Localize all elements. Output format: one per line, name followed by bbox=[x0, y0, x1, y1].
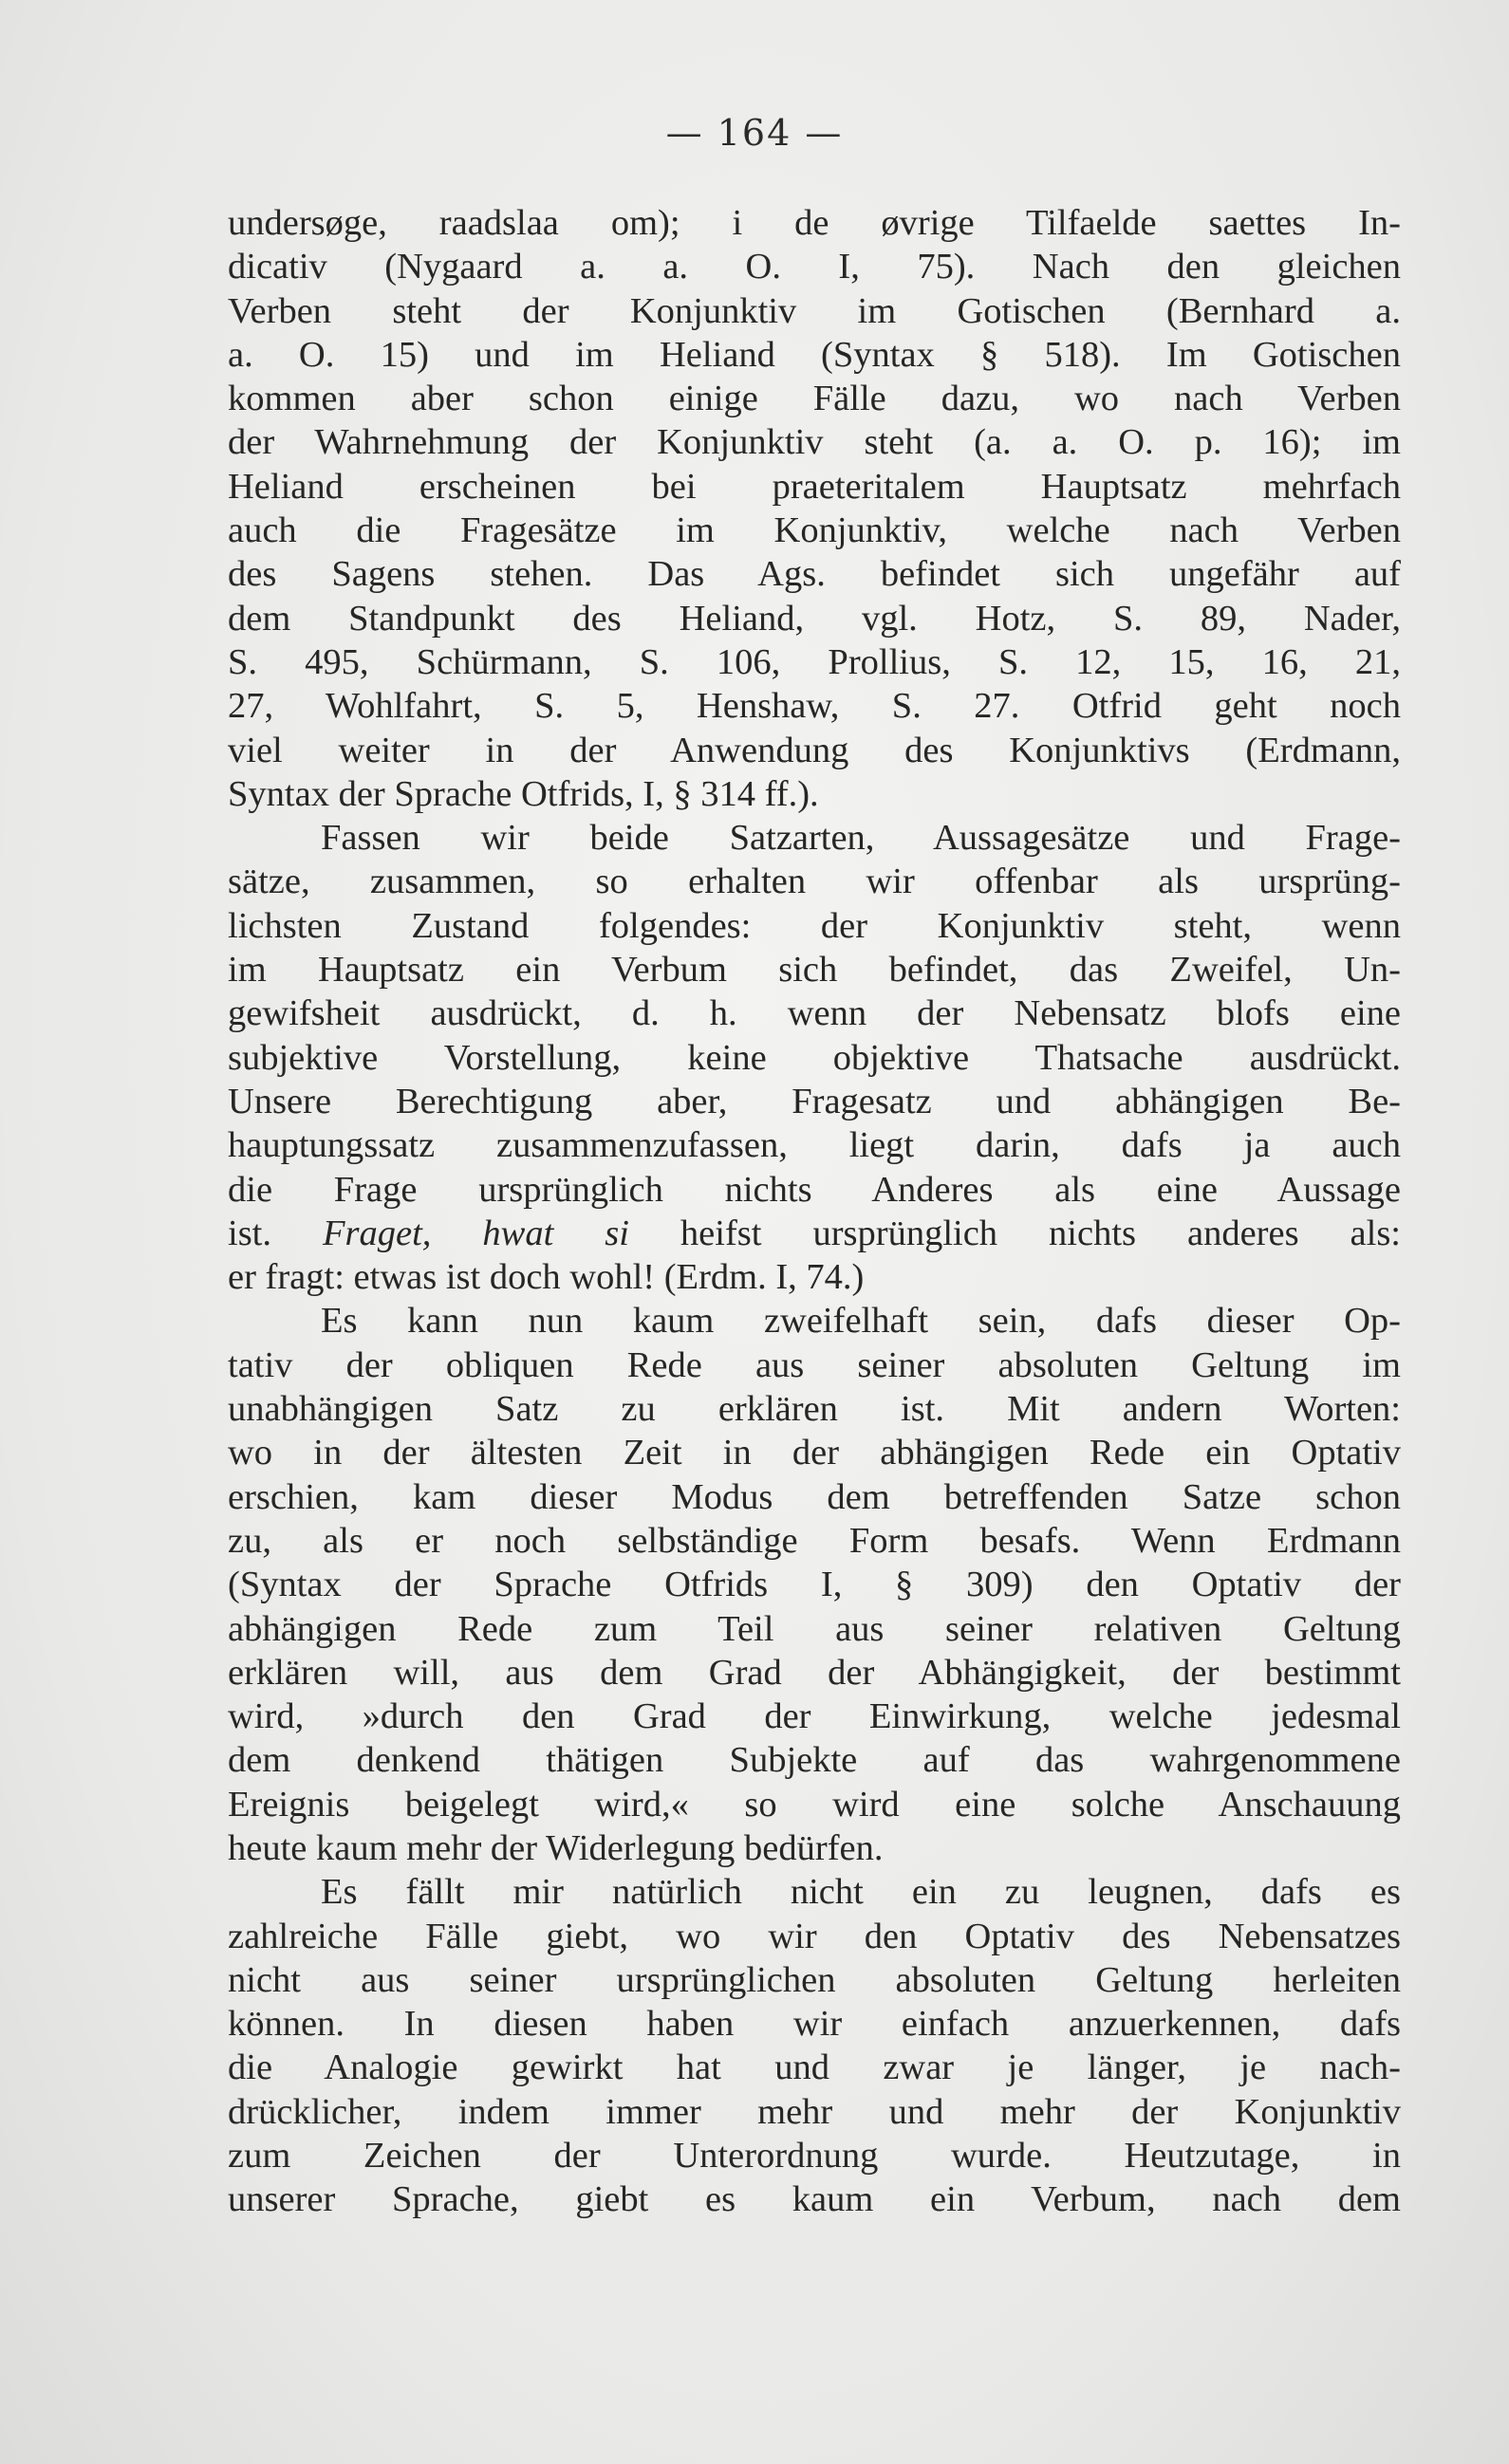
text-line-paragraph-start: Fassen wir beide Satzarten, Aussagesätze und Frage- bbox=[321, 818, 1401, 859]
italic-quote: Fraget, hwat si bbox=[323, 1213, 629, 1253]
text-line: drücklicher, indem immer mehr und mehr der Konjunktiv bbox=[228, 2091, 1401, 2132]
text-line: (Syntax der Sprache Otfrids I, § 309) den Optativ der bbox=[228, 1565, 1401, 1605]
text-line: Unsere Berechtigung aber, Fragesatz und abhängigen Be- bbox=[228, 1081, 1401, 1121]
text-line: zum Zeichen der Unterordnung wurde. Heutzutage, in bbox=[228, 2136, 1401, 2177]
text-line: Heliand erscheinen bei praeteritalem Hauptsatz mehrfach bbox=[228, 466, 1401, 507]
text-line: die Frage ursprünglich nichts Anderes als eine Aussage bbox=[228, 1169, 1401, 1210]
text-line-with-italic bbox=[228, 1212, 1401, 1255]
text-line: auch die Fragesätze im Konjunktiv, welche nach Verben bbox=[228, 510, 1401, 551]
text-line-paragraph-start: Es fällt mir natürlich nicht ein zu leugnen, dafs es bbox=[321, 1872, 1401, 1913]
text-line: sätze, zusammen, so erhalten wir offenbar als ursprüng- bbox=[228, 861, 1401, 902]
text-line: des Sagens stehen. Das Ags. befindet sich ungefähr auf bbox=[228, 554, 1401, 595]
text-line: der Wahrnehmung der Konjunktiv steht (a. a. O. p. 16); im bbox=[228, 422, 1401, 463]
text-line-paragraph-end: Syntax der Sprache Otfrids, I, § 314 ff.). bbox=[228, 773, 819, 814]
text-line: viel weiter in der Anwendung des Konjunktivs (Erdmann, bbox=[228, 730, 1401, 770]
text-line: wird, »durch den Grad der Einwirkung, welche jedesmal bbox=[228, 1696, 1401, 1737]
text-line: a. O. 15) und im Heliand (Syntax § 518). Im Gotischen bbox=[228, 334, 1401, 375]
text-line: zu, als er noch selbständige Form besafs. Wenn Erdmann bbox=[228, 1520, 1401, 1561]
text-line: lichsten Zustand folgendes: der Konjunktiv steht, wenn bbox=[228, 905, 1401, 946]
text-line: gewifsheit ausdrückt, d. h. wenn der Nebensatz blofs eine bbox=[228, 993, 1401, 1034]
text-line: abhängigen Rede zum Teil aus seiner relativen Geltung bbox=[228, 1608, 1401, 1649]
line-prefix-ist: ist. bbox=[228, 1213, 323, 1253]
text-line: Verben steht der Konjunktiv im Gotischen (Bernhard a. bbox=[228, 290, 1401, 331]
text-line: die Analogie gewirkt hat und zwar je länger, je nach- bbox=[228, 2047, 1401, 2088]
text-line-paragraph-end: er fragt: etwas ist doch wohl! (Erdm. I, 74.) bbox=[228, 1257, 865, 1298]
text-line: S. 495, Schürmann, S. 106, Prollius, S. 12, 15, 16, 21, bbox=[228, 641, 1401, 682]
text-line: hauptungssatz zusammenzufassen, liegt darin, dafs ja auch bbox=[228, 1125, 1401, 1166]
text-line: nicht aus seiner ursprünglichen absoluten Geltung herleiten bbox=[228, 1959, 1401, 2000]
text-line: dicativ (Nygaard a. a. O. I, 75). Nach den gleichen bbox=[228, 247, 1401, 287]
text-line: tativ der obliquen Rede aus seiner absoluten Geltung im bbox=[228, 1344, 1401, 1385]
text-line: 27, Wohlfahrt, S. 5, Henshaw, S. 27. Otfrid geht noch bbox=[228, 686, 1401, 727]
body-text bbox=[228, 201, 1401, 2222]
text-line: Ereignis beigelegt wird,« so wird eine solche Anschauung bbox=[228, 1784, 1401, 1825]
text-line: unserer Sprache, giebt es kaum ein Verbum, nach dem bbox=[228, 2179, 1401, 2220]
text-line: können. In diesen haben wir einfach anzuerkennen, dafs bbox=[228, 2004, 1401, 2045]
text-line: subjektive Vorstellung, keine objektive Thatsache ausdrückt. bbox=[228, 1037, 1401, 1078]
text-line: zahlreiche Fälle giebt, wo wir den Optativ des Nebensatzes bbox=[228, 1916, 1401, 1956]
page-number: — 164 — bbox=[665, 112, 844, 154]
text-line: dem denkend thätigen Subjekte auf das wahrgenommene bbox=[228, 1740, 1401, 1781]
text-line: undersøge, raadslaa om); i de øvrige Tilfaelde saettes In- bbox=[228, 203, 1401, 243]
line-24-rest: heifst ursprünglich nichts anderes als: bbox=[628, 1213, 1401, 1253]
text-line: kommen aber schon einige Fälle dazu, wo nach Verben bbox=[228, 379, 1401, 419]
text-line-paragraph-end: heute kaum mehr der Widerlegung bedürfen. bbox=[228, 1827, 884, 1868]
text-line: im Hauptsatz ein Verbum sich befindet, das Zweifel, Un- bbox=[228, 950, 1401, 991]
text-line: dem Standpunkt des Heliand, vgl. Hotz, S. 89, Nader, bbox=[228, 598, 1401, 639]
text-line: unabhängigen Satz zu erklären ist. Mit andern Worten: bbox=[228, 1389, 1401, 1430]
text-line: erschien, kam dieser Modus dem betreffenden Satze schon bbox=[228, 1476, 1401, 1517]
text-line: erklären will, aus dem Grad der Abhängigkeit, der bestimmt bbox=[228, 1652, 1401, 1693]
text-line: wo in der ältesten Zeit in der abhängigen Rede ein Optativ bbox=[228, 1433, 1401, 1473]
text-line-paragraph-start: Es kann nun kaum zweifelhaft sein, dafs dieser Op- bbox=[321, 1301, 1401, 1342]
